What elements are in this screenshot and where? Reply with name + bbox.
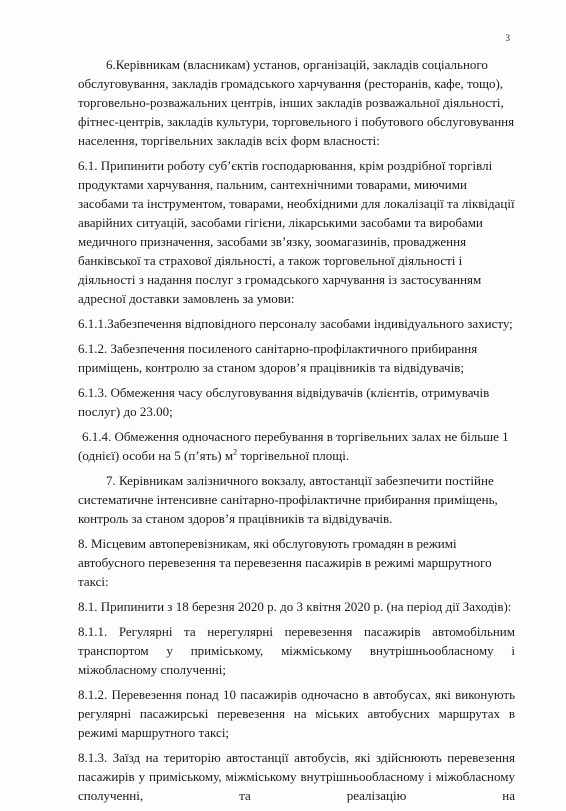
paragraph-8-1: 8.1. Припинити з 18 березня 2020 р. до 3 квітня 2020 р. (на період дії Заходів):: [78, 599, 512, 614]
paragraph-6-1-3: 6.1.3. Обмеження часу обслуговування відвідувачів (клієнтів, отримувачів послуг) до 23.00;: [78, 385, 490, 419]
document-body: [78, 55, 515, 811]
page-number: 3: [505, 33, 510, 43]
paragraph-8-1-3: 8.1.3. Заїзд на територію автостанції автобусів, які здійснюють перевезення пасажирів у приміському, міжміському внутрішньообласному і міжобласному сполученні, та реалізацію на: [78, 750, 515, 803]
paragraph-8-1-1: 8.1.1. Регулярні та нерегулярні перевезення пасажирів автомобільним транспортом у приміському, міжміському внутрішньообласному і міжобласному сполученні;: [78, 624, 515, 677]
paragraph-6-1-4: [78, 427, 515, 465]
superscript-2: 2: [233, 447, 238, 457]
paragraph-6-1-1: 6.1.1.Забезпечення відповідного персоналу засобами індивідуального захисту;: [78, 316, 513, 331]
paragraph-6-1-4-text-b: торгівельної площі.: [237, 448, 350, 463]
paragraph-6: 6.Керівникам (власникам) установ, організацій, закладів соціального обслуговування, закладів громадського харчування (ресторанів, кафе, тощо), торговельно-розважальних центрів, інших закладів розважальної діяльності, фітнес-центрів, закладів культури, торговельного і побутового обслуговування населення, торгівельних закладів всіх форм власності:: [78, 57, 515, 148]
paragraph-6-1: 6.1. Припинити роботу суб’єктів господарювання, крім роздрібної торгівлі продуктами харчування, пальним, сантехнічними товарами, миючими засобами та інструментом, товарами, необхідними для локалізації та ліквідації аварійних ситуацій, засобами гігієни, лікарськими засобами та виробами медичного призначення, засобами зв’язку, зоомагазинів, провадження банківської та страхової діяльності, а також торговельної діяльності і діяльності з надання послуг з громадського харчування із застосуванням адресної доставки замовлень за умови:: [78, 158, 515, 306]
paragraph-8: 8. Місцевим автоперевізникам, які обслуговують громадян в режимі автобусного перевезення та перевезення пасажирів в режимі маршрутного таксі:: [78, 536, 492, 589]
paragraph-6-1-4-text-a: 6.1.4. Обмеження одночасного перебування в торгівельних залах не більше 1 (однієї) особи на 5 (п’ять) м: [78, 429, 509, 463]
paragraph-8-1-2: 8.1.2. Перевезення понад 10 пасажирів одночасно в автобусах, які виконують регулярні пасажирські перевезення на міських автобусних маршрутах в режимі маршрутного таксі;: [78, 687, 515, 740]
paragraph-6-1-2: 6.1.2. Забезпечення посиленого санітарно-профілактичного прибирання приміщень, контролю за станом здоров’я працівників та відвідувачів;: [78, 341, 478, 375]
paragraph-7: 7. Керівникам залізничного вокзалу, автостанції забезпечити постійне систематичне інтенсивне санітарно-профілактичне прибирання приміщень, контроль за станом здоров’я працівників та відвідувачів.: [78, 473, 498, 526]
